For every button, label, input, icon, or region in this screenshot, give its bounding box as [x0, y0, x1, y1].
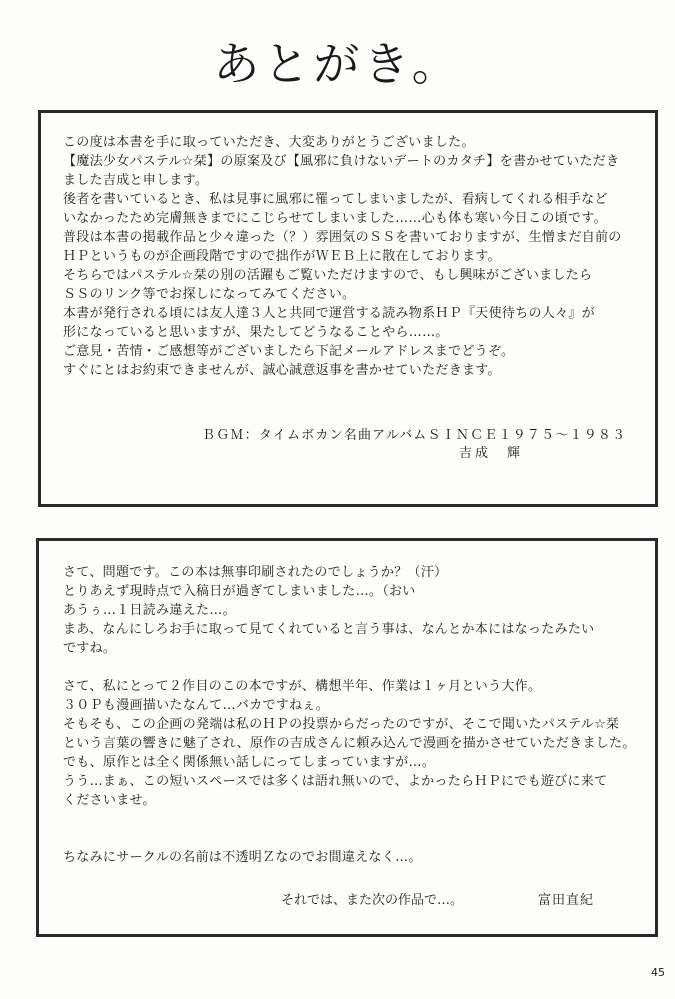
text-line: ました吉成と申します。 — [63, 173, 209, 188]
paragraph-gap — [63, 829, 636, 848]
paragraph-gap — [63, 658, 636, 677]
text-line: ＨＰというものが企画段階ですので拙作がＷＥＢ上に散在しております。 — [63, 249, 501, 264]
text-line: さて、私にとって２作目のこの本ですが、構想半年、作業は１ヶ月という大作。 — [63, 679, 542, 694]
text-line: ＳＳのリンク等でお探しになってみてください。 — [63, 287, 356, 302]
text-line: 普段は本書の掲載作品と少々違った（？）雰囲気のＳＳを書いておりますが、生憎まだ自前の — [63, 230, 622, 245]
afterword-box-tomita — [36, 538, 658, 937]
text-line: あうぅ…１日読み違えた…。 — [63, 603, 236, 618]
text-line: そちらではパステル☆栞の別の活躍もご覧いただけますので、もし興味がございましたら — [63, 268, 593, 283]
text-line: 形になっていると思いますが、果たしてどうなることやら……。 — [63, 325, 449, 340]
afterword-text — [63, 563, 636, 867]
author-signature: 吉成 輝 — [459, 446, 524, 461]
text-line: でも、原作とは全く関係無い話しにってしまっていますが…。 — [63, 755, 436, 770]
text-line: ですね。 — [63, 641, 117, 656]
text-line: すぐにとはお約束できませんが、誠心誠意返事を書かせていただきます。 — [63, 363, 501, 378]
text-line: とりあえず現時点で入稿日が過ぎてしまいました…。（おい — [63, 584, 416, 599]
text-line: いなかったため完膚無きまでにこじらせてしまいました……心も体も寒い今日この頃です。 — [63, 211, 607, 226]
paragraph-gap — [63, 810, 636, 829]
text-line: 後者を書いているとき、私は見事に風邪に罹ってしまいましたが、看病してくれる相手など — [63, 192, 608, 207]
text-line: さて、問題です。この本は無事印刷されたのでしょうか？（汗） — [63, 565, 448, 580]
bgm-credit: ＢＧＭ：タイムボカン名曲アルバムＳＩＮＣＥ１９７５～１９８３ — [202, 428, 627, 443]
text-line: ご意見・苦情・ご感想等がございましたら下記メールアドレスまでどうぞ。 — [63, 344, 515, 359]
text-line: うう…まぁ、この短いスペースでは多くは語れ無いので、よかったらＨＰにでも遊びに来て — [63, 774, 608, 789]
page-title: あとがき。 — [213, 37, 462, 91]
text-line: この度は本書を手に取っていただき、大変ありがとうございました。 — [63, 135, 475, 150]
afterword-box-yoshinari — [38, 110, 658, 507]
text-line: 本書が発行される頃には友人達３人と共同で運営する読み物系ＨＰ『天使待ちの人々』が — [63, 306, 596, 321]
author-signature: 富田直紀 — [538, 893, 595, 908]
text-line: ３０Ｐも漫画描いたなんて…バカですねぇ。 — [63, 698, 330, 713]
text-line: 【魔法少女パステル☆栞】の原案及び【風邪に負けないデートのカタチ】を書かせていただき — [63, 154, 620, 169]
afterword-text — [63, 133, 622, 380]
text-line: そもそも、この企画の発端は私のＨＰの投票からだったのですが、そこで聞いたパステル☆栞 — [63, 717, 620, 732]
closing-line: それでは、また次の作品で…。 — [281, 893, 464, 908]
text-line: ちなみにサークルの名前は不透明Ｚなのでお間違えなく…。 — [63, 850, 422, 865]
text-line: という言葉の響きに魅了され、原作の吉成さんに頼み込んで漫画を描かさせていただきました。 — [63, 736, 636, 751]
page-number: 45 — [651, 966, 665, 979]
text-line: くださいませ。 — [63, 793, 156, 808]
text-line: まあ、なんにしろお手に取って見てくれていると言う事は、なんとか本にはなったみたい — [63, 622, 595, 637]
